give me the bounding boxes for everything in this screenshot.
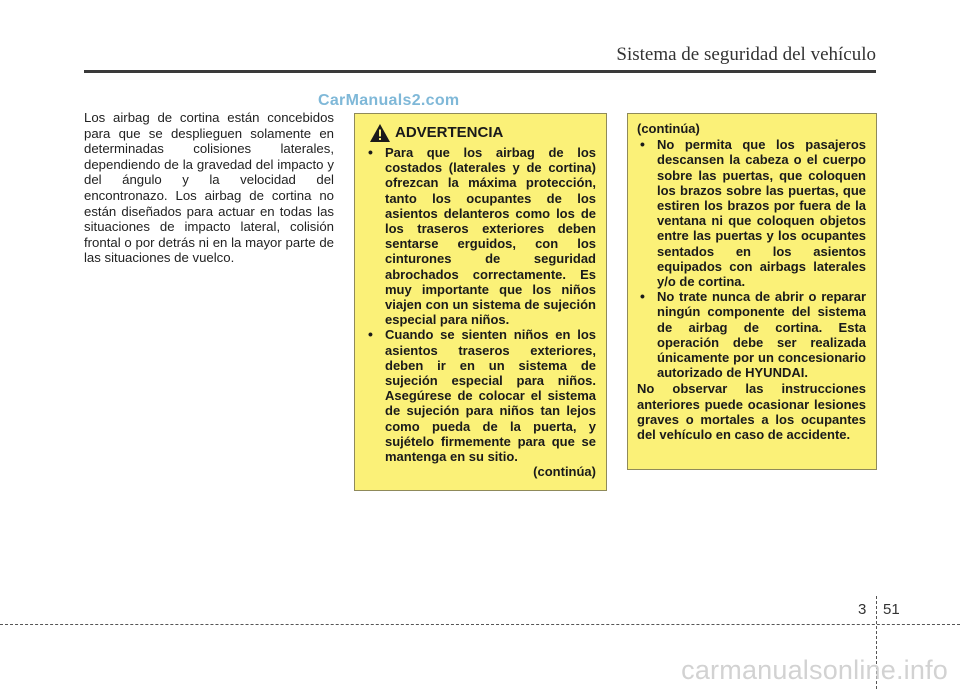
closing-paragraph: No observar las instrucciones anteriores puede ocasionar lesiones graves o mortales a los ocupantes del vehículo en caso de accidente.	[637, 381, 866, 443]
page-number: 51	[883, 601, 900, 618]
warning-list	[365, 145, 596, 464]
warning-triangle-icon	[369, 123, 391, 143]
warning-continued-list	[637, 137, 866, 380]
watermark-top: CarManuals2.com	[318, 92, 460, 109]
continued-label: (continúa)	[637, 121, 700, 136]
header-divider	[84, 70, 876, 73]
list-item: • Cuando se sienten niños en los asientos traseros exteriores, deben ir en un sistema de sujeción especial para niños. Asegúrese de colocar el sistema de sujeción para niños tan lejos como pueda de la puerta, y sujételo firmemente para que se mantenga en su sitio.	[365, 327, 596, 464]
watermark-bottom: carmanualsonline.info	[681, 655, 948, 685]
warning-title: ADVERTENCIA	[395, 124, 504, 142]
list-item: • No trate nunca de abrir o reparar ningún componente del sistema de airbag de cortina. Esta operación debe ser realizada únicamente por un concesionario autorizado de HYUNDAI.	[637, 289, 866, 380]
body-paragraph: Los airbag de cortina están concebidos para que se desplieguen solamente en determinadas colisiones laterales, dependiendo de la gravedad del impacto y del ángulo y la velocidad del encontronazo. Los airbag de cortina no están diseñados para actuar en todas las situaciones de impacto lateral, colisión frontal o por detrás ni en la mayor parte de las situaciones de vuelco.	[84, 110, 334, 266]
page-header-title: Sistema de seguridad del vehículo	[616, 44, 876, 65]
warning-panel	[354, 113, 607, 491]
footer-divider	[0, 624, 960, 625]
chapter-number: 3	[858, 601, 867, 618]
list-item: • Para que los airbag de los costados (laterales y de cortina) ofrezcan la máxima protección, tanto los ocupantes de los asientos delanteros como los de los traseros exteriores deben sentarse erguidos, con los cinturones de seguridad abrochados correctamente. Es muy importante que los niños viajen con un sistema de sujeción especial para niños.	[365, 145, 596, 327]
warning-header	[369, 123, 596, 143]
continued-label: (continúa)	[533, 464, 596, 480]
list-item: • No permita que los pasajeros descansen la cabeza o el cuerpo sobre las puertas, que coloquen los brazos sobre las puertas, que estiren los brazos por fuera de la ventana ni que coloquen objetos entre las puertas y los ocupantes sentados en los asientos equipados con airbags laterales y/o de cortina.	[637, 137, 866, 289]
warning-continued-panel	[627, 113, 877, 470]
